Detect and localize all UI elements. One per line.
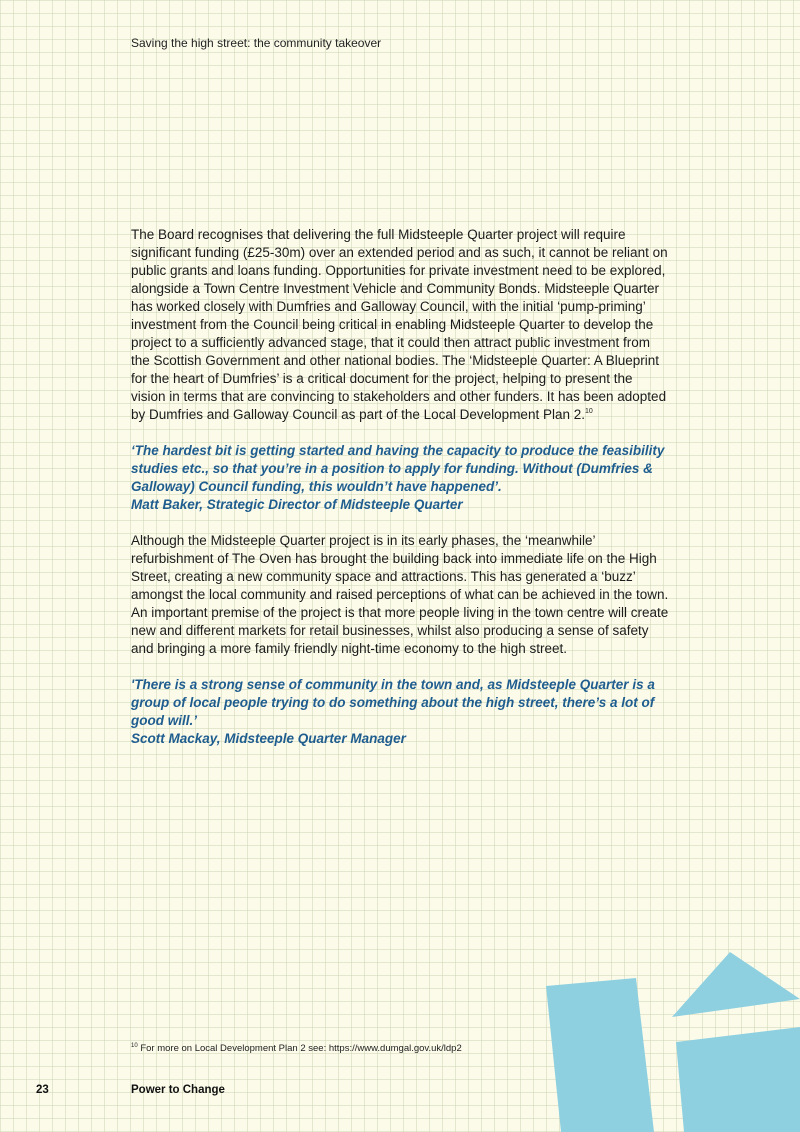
footnote-text[interactable]: For more on Local Development Plan 2 see: https://www.dumgal.gov.uk/ldp2 bbox=[140, 1043, 462, 1054]
decorative-square bbox=[676, 1027, 800, 1132]
footnote-reference[interactable]: 10 bbox=[584, 408, 593, 415]
quote-attribution: Matt Baker, Strategic Director of Midsteeple Quarter bbox=[131, 497, 463, 512]
body-paragraph: Although the Midsteeple Quarter project is in its early phases, the ‘meanwhile’ refurbishment of The Oven has brought the building back into immediate life on the High Street, creating a new community space and attractions. This has generated a ‘buzz’ amongst the local community and raised perceptions of what can be achieved in the town. An important premise of the project is that more people living in the town centre will create new and different markets for retail businesses, whilst also producing a sense of safety and bringing a more family friendly night-time economy to the high street. bbox=[131, 533, 669, 656]
decorative-triangle bbox=[672, 952, 800, 1017]
quote-text: 'There is a strong sense of community in the town and, as Midsteeple Quarter is a group of local people trying to do something about the high street, there’s a lot of good will.’ bbox=[131, 677, 655, 728]
footnote-number: 10 bbox=[131, 1043, 138, 1049]
decorative-tall-rectangle bbox=[546, 978, 654, 1132]
running-header: Saving the high street: the community takeover bbox=[131, 36, 382, 50]
quote-attribution: Scott Mackay, Midsteeple Quarter Manager bbox=[131, 731, 406, 746]
page-number: 23 bbox=[36, 1084, 49, 1096]
footnote bbox=[131, 1043, 462, 1054]
footer-org-name: Power to Change bbox=[131, 1084, 225, 1096]
paragraph-text: The Board recognises that delivering the full Midsteeple Quarter project will require significant funding (£25-30m) over an extended period and as such, it cannot be reliant on public grants and loans funding. Opportunities for private investment need to be explored, alongside a Town Centre Investment Vehicle and Community Bonds. Midsteeple Quarter has worked closely with Dumfries and Galloway Council, with the initial ‘pump-priming’ investment from the Council being critical in enabling Midsteeple Quarter to develop the project to a sufficiently advanced stage, that it could then attract public investment from the Scottish Government and other national bodies. The ‘Midsteeple Quarter: A Blueprint for the heart of Dumfries’ is a critical document for the project, helping to present the vision in terms that are convincing to stakeholders and other funders. It has been adopted by Dumfries and Galloway Council as part of the Local Development Plan 2. bbox=[131, 227, 668, 422]
quote-text: ‘The hardest bit is getting started and having the capacity to produce the feasibility studies etc., so that you’re in a position to apply for funding. Without (Dumfries & Galloway) Council funding, this wouldn’t have happened’. bbox=[131, 443, 665, 494]
